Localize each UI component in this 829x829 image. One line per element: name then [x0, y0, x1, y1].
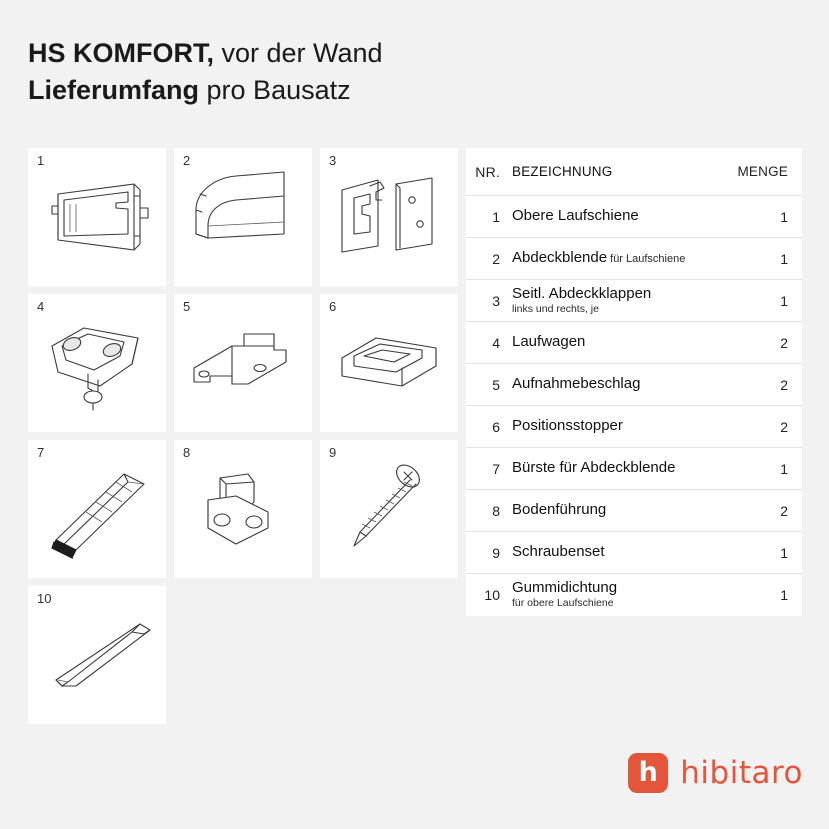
- table-row: [466, 196, 802, 238]
- part-cell-8: [174, 440, 312, 578]
- table-row: [466, 490, 802, 532]
- title-line-1: [28, 36, 668, 70]
- brand-logo: [628, 753, 803, 793]
- page-title: [28, 36, 668, 107]
- row-name-main: Gummidichtung: [512, 579, 618, 597]
- row-name: [512, 286, 730, 316]
- row-qty: 1: [780, 250, 788, 267]
- row-nr: 8: [492, 502, 500, 519]
- part-cell-2: [174, 148, 312, 286]
- part-cell-9: [320, 440, 458, 578]
- row-name: [512, 460, 730, 477]
- table-row: [466, 238, 802, 280]
- row-nr: 7: [492, 460, 500, 477]
- part-number-10: 10: [37, 591, 52, 606]
- part-cell-10: [28, 586, 166, 724]
- title-line-1-rest: vor der Wand: [214, 38, 383, 68]
- brush-strip-icon: [28, 440, 166, 578]
- part-number-6: 6: [329, 299, 337, 314]
- row-name: [512, 418, 730, 435]
- table-row: [466, 364, 802, 406]
- part-number-3: 3: [329, 153, 337, 168]
- table-header-name: BEZEICHNUNG: [512, 163, 613, 179]
- row-nr: 4: [492, 334, 500, 351]
- row-qty: 1: [780, 208, 788, 225]
- title-line-2-bold: Lieferumfang: [28, 75, 200, 105]
- part-cell-7: [28, 440, 166, 578]
- table-header-row: [466, 148, 802, 196]
- mounting-bracket-icon: [174, 294, 312, 432]
- parts-table: [466, 148, 802, 616]
- rubber-seal-icon: [28, 586, 166, 724]
- row-name-main: Positionsstopper: [512, 417, 623, 435]
- cover-panel-icon: [174, 148, 312, 286]
- row-name-main: Laufwagen: [512, 333, 586, 351]
- row-name: [512, 250, 730, 267]
- row-name: [512, 208, 730, 225]
- row-name-sub2: links und rechts, je: [512, 302, 599, 315]
- table-row: [466, 574, 802, 616]
- title-line-2: [28, 73, 668, 107]
- row-qty: 1: [780, 544, 788, 561]
- row-name: [512, 376, 730, 393]
- part-number-2: 2: [183, 153, 191, 168]
- rail-profile-icon: [28, 148, 166, 286]
- row-qty: 2: [780, 502, 788, 519]
- row-qty: 2: [780, 418, 788, 435]
- part-cell-6: [320, 294, 458, 432]
- table-row: [466, 532, 802, 574]
- row-name-sub: für Laufschiene: [607, 253, 686, 266]
- row-qty: 2: [780, 334, 788, 351]
- row-nr: 6: [492, 418, 500, 435]
- row-name-main: Schraubenset: [512, 543, 605, 561]
- part-number-5: 5: [183, 299, 191, 314]
- row-nr: 2: [492, 250, 500, 267]
- part-cell-3: [320, 148, 458, 286]
- title-line-2-rest: pro Bausatz: [199, 75, 351, 105]
- row-qty: 1: [780, 292, 788, 309]
- table-header-qty: MENGE: [737, 164, 788, 179]
- row-name-main: Bodenführung: [512, 501, 607, 519]
- table-row: [466, 322, 802, 364]
- table-row: [466, 406, 802, 448]
- row-name-main: Obere Laufschiene: [512, 207, 639, 225]
- row-nr: 1: [492, 208, 500, 225]
- part-number-8: 8: [183, 445, 191, 460]
- row-name-main: Bürste für Abdeckblende: [512, 459, 676, 477]
- row-nr: 10: [484, 587, 500, 603]
- floor-guide-icon: [174, 440, 312, 578]
- row-name-main: Seitl. Abdeckklappen: [512, 284, 652, 302]
- logo-wordmark: hibitaro: [680, 755, 803, 791]
- part-number-7: 7: [37, 445, 45, 460]
- logo-mark-icon: h: [628, 753, 668, 793]
- table-header-nr: NR.: [475, 163, 500, 180]
- title-line-1-bold: HS KOMFORT,: [28, 38, 214, 68]
- part-cell-5: [174, 294, 312, 432]
- row-name: [512, 502, 730, 519]
- table-row: [466, 280, 802, 322]
- row-nr: 9: [492, 544, 500, 561]
- row-name: [512, 334, 730, 351]
- row-name: [512, 580, 730, 610]
- part-number-1: 1: [37, 153, 45, 168]
- table-row: [466, 448, 802, 490]
- row-nr: 5: [492, 376, 500, 393]
- part-cell-4: [28, 294, 166, 432]
- roller-carriage-icon: [28, 294, 166, 432]
- row-qty: 2: [780, 376, 788, 393]
- row-nr: 3: [492, 292, 500, 309]
- row-qty: 1: [780, 460, 788, 477]
- row-name-main: Aufnahmebeschlag: [512, 375, 641, 393]
- position-stopper-icon: [320, 294, 458, 432]
- part-number-4: 4: [37, 299, 45, 314]
- row-name-main: Abdeckblende: [512, 249, 608, 267]
- part-number-9: 9: [329, 445, 337, 460]
- part-cell-1: [28, 148, 166, 286]
- row-qty: 1: [780, 587, 788, 603]
- side-cover-caps-icon: [320, 148, 458, 286]
- row-name-sub2: für obere Laufschiene: [512, 597, 614, 610]
- screw-icon: [320, 440, 458, 578]
- row-name: [512, 544, 730, 561]
